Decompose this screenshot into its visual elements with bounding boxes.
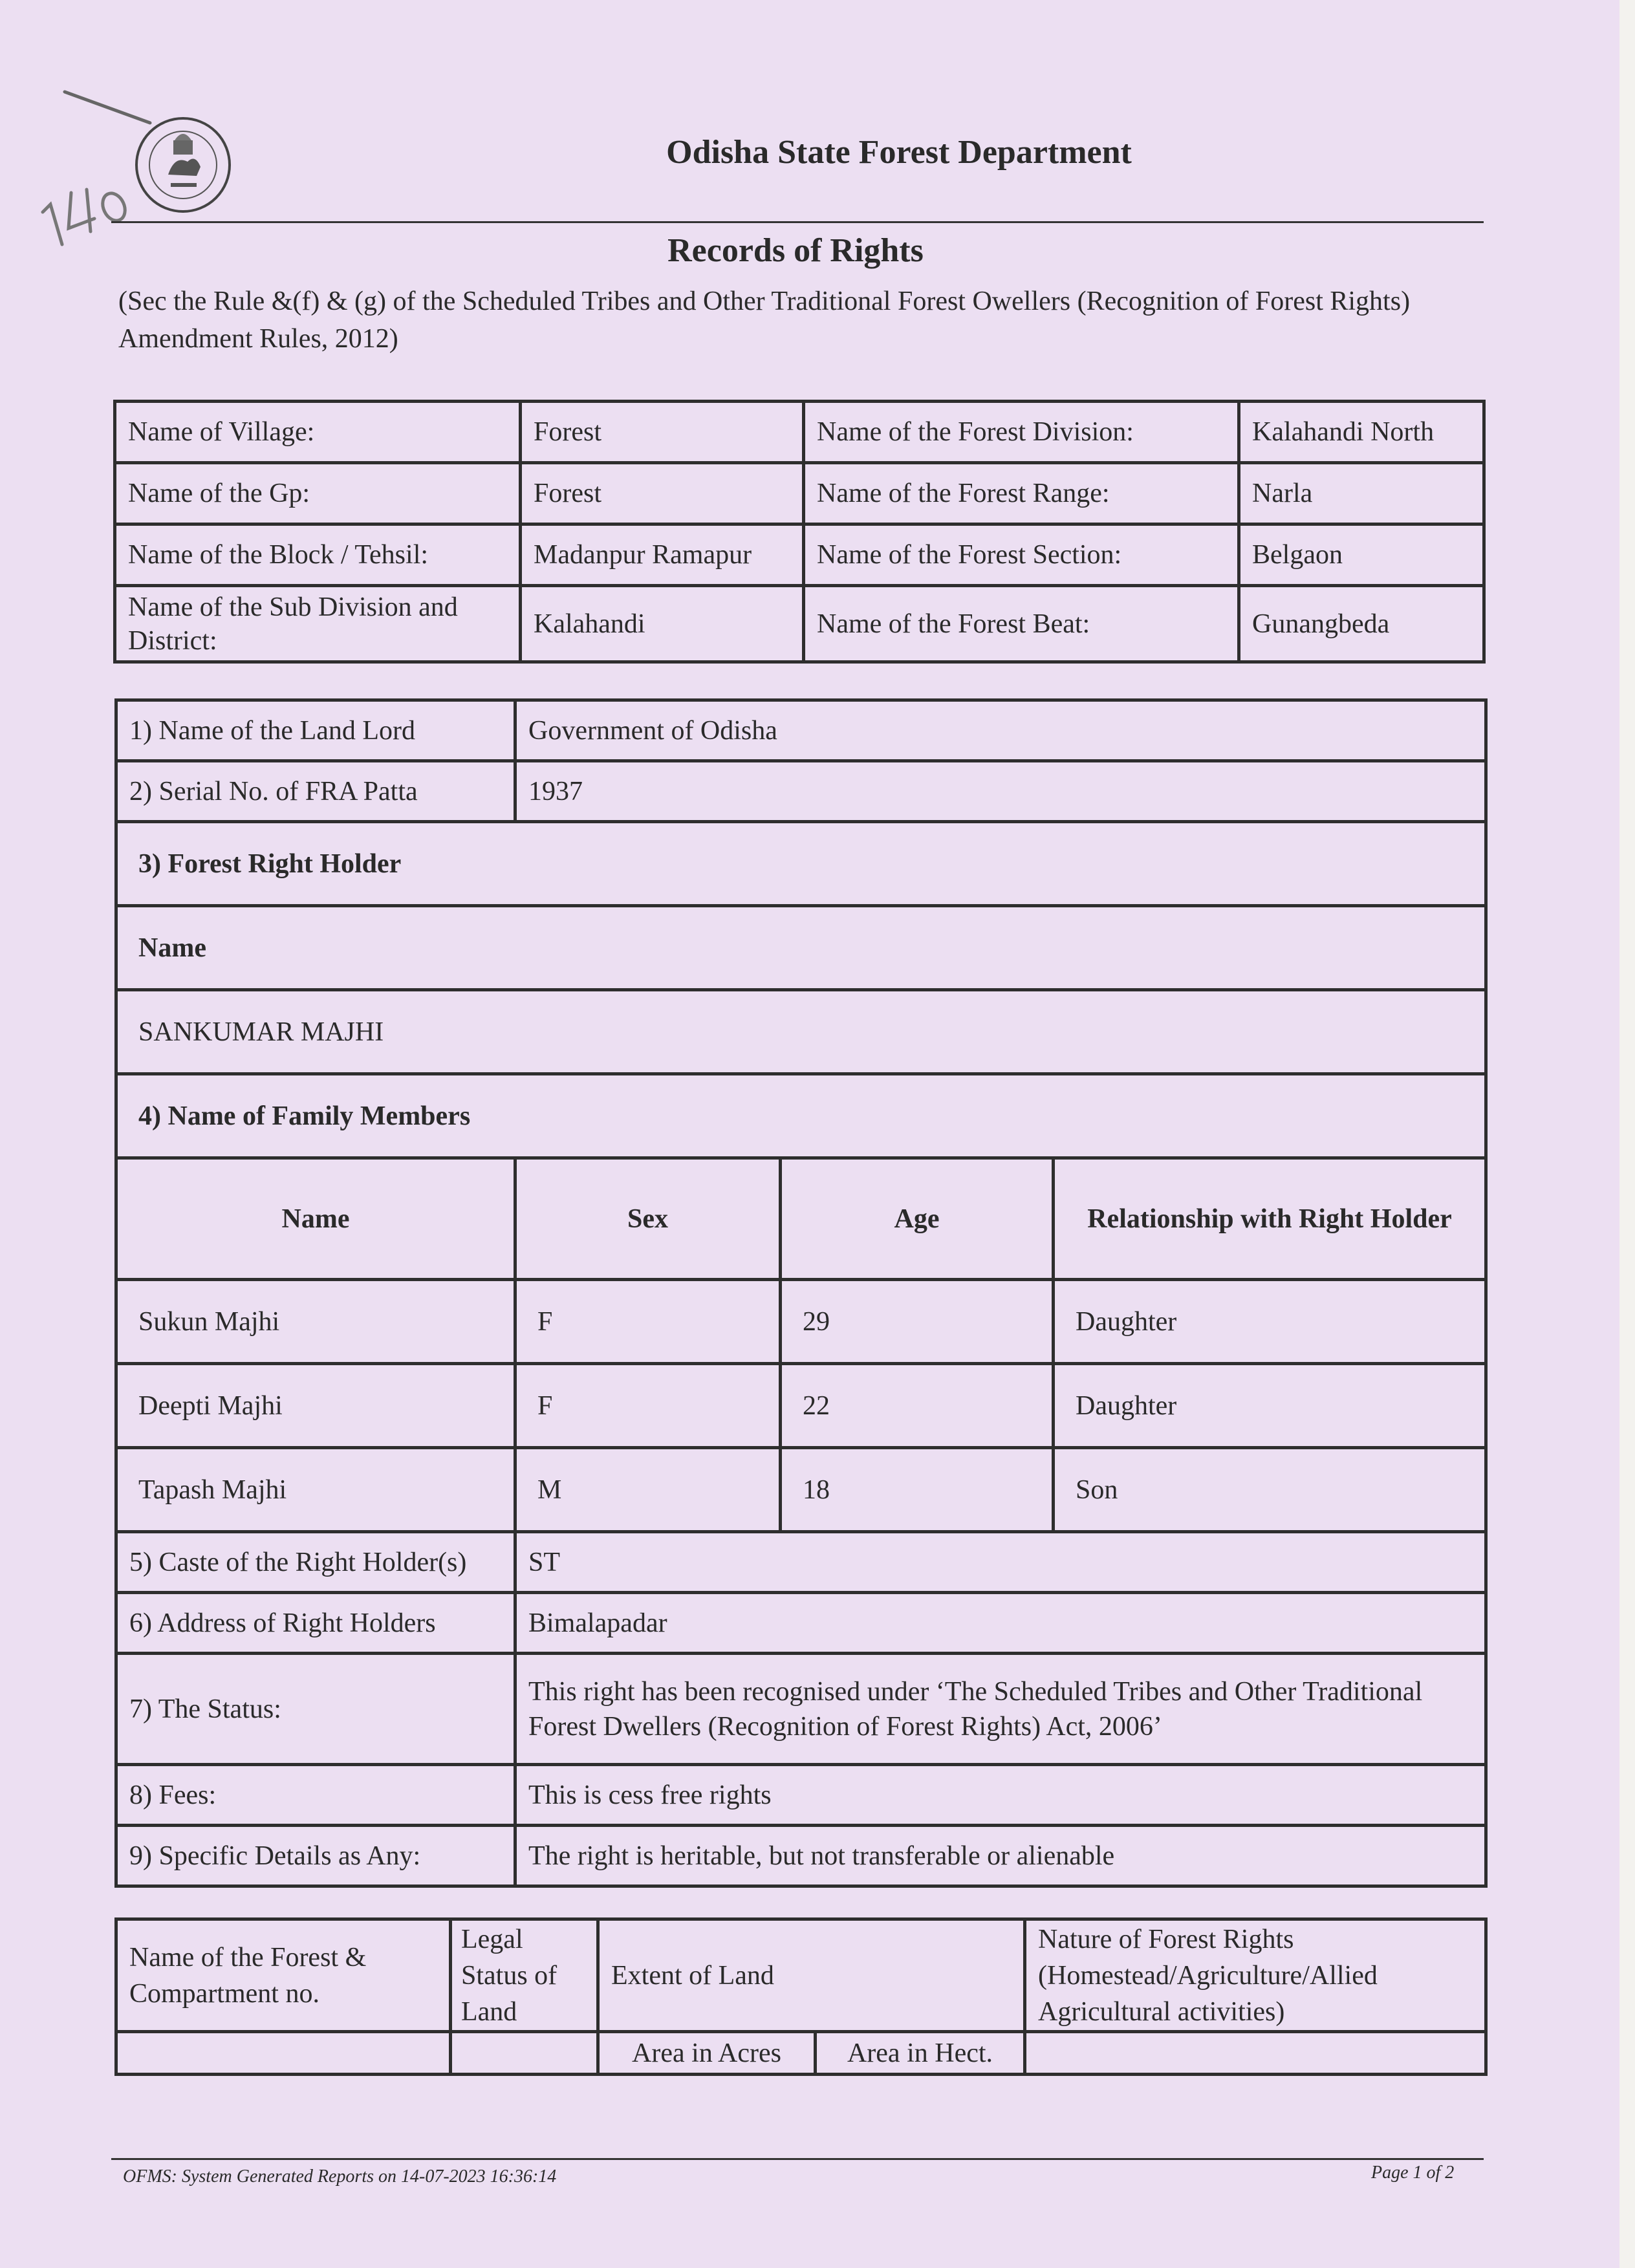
status-label: 7) The Status:	[116, 1654, 515, 1765]
village-label: Name of Village:	[115, 402, 521, 463]
address-value: Bimalapadar	[515, 1593, 1486, 1654]
member-relationship: Son	[1054, 1448, 1486, 1532]
page-title: Records of Rights	[667, 232, 924, 269]
col-extent-of-land: Extent of Land	[598, 1919, 1025, 2032]
table-row	[116, 1364, 1486, 1448]
col-area-acres: Area in Acres	[598, 2032, 816, 2075]
land-lord-value: Government of Odisha	[515, 700, 1486, 761]
details-label: 9) Specific Details as Any:	[116, 1826, 515, 1886]
patta-value: 1937	[515, 761, 1486, 822]
land-lord-label: 1) Name of the Land Lord	[116, 700, 515, 761]
table-row	[115, 402, 1484, 463]
member-name: Sukun Majhi	[116, 1280, 515, 1364]
member-relationship: Daughter	[1054, 1280, 1486, 1364]
table-row	[116, 1765, 1486, 1826]
table-row	[115, 524, 1484, 586]
caste-label: 5) Caste of the Right Holder(s)	[116, 1532, 515, 1593]
pencil-stroke	[60, 84, 157, 129]
table-row	[116, 1593, 1486, 1654]
system-generated-note: OFMS: System Generated Reports on 14-07-2023 16:36:14	[123, 2166, 557, 2187]
location-details-table	[113, 400, 1486, 664]
forest-beat-value: Gunangbeda	[1239, 586, 1484, 662]
right-holder-heading: 3) Forest Right Holder	[116, 822, 1486, 906]
paper-edge	[1619, 0, 1635, 2268]
fees-value: This is cess free rights	[515, 1765, 1486, 1826]
sub-division-label: Name of the Sub Division and District:	[115, 586, 521, 662]
empty-cell	[1025, 2032, 1486, 2075]
table-row	[116, 1448, 1486, 1532]
table-row	[116, 1654, 1486, 1765]
family-col-age: Age	[781, 1158, 1054, 1280]
rights-details-table	[114, 698, 1488, 1888]
header-divider	[111, 221, 1484, 223]
address-label: 6) Address of Right Holders	[116, 1593, 515, 1654]
member-age: 22	[781, 1364, 1054, 1448]
patta-label: 2) Serial No. of FRA Patta	[116, 761, 515, 822]
table-row	[116, 1074, 1486, 1158]
forest-division-label: Name of the Forest Division:	[804, 402, 1239, 463]
holder-name-heading: Name	[116, 906, 1486, 990]
table-row	[115, 586, 1484, 662]
footer-divider	[111, 2158, 1484, 2160]
member-relationship: Daughter	[1054, 1364, 1486, 1448]
rule-reference-subtitle: (Sec the Rule &(f) & (g) of the Scheduled Tribes and Other Traditional Forest Owellers (Recognition of Forest Rights) Amendment Rules, 2012)	[118, 286, 1411, 354]
forest-range-value: Narla	[1239, 463, 1484, 524]
table-row	[116, 1532, 1486, 1593]
handwritten-note-140	[31, 167, 128, 257]
gp-value: Forest	[521, 463, 804, 524]
family-members-heading: 4) Name of Family Members	[116, 1074, 1486, 1158]
table-row	[116, 822, 1486, 906]
status-line-2: Forest Dwellers (Recognition of Forest Rights) Act, 2006’	[528, 1711, 1162, 1742]
col-legal-status: Legal Status of Land	[451, 1919, 598, 2032]
member-sex: F	[515, 1280, 781, 1364]
member-sex: F	[515, 1364, 781, 1448]
department-title: Odisha State Forest Department	[666, 134, 1132, 171]
empty-cell	[116, 2032, 451, 2075]
block-tehsil-label: Name of the Block / Tehsil:	[115, 524, 521, 586]
empty-cell	[451, 2032, 598, 2075]
status-line-1: This right has been recognised under ‘The Scheduled Tribes and Other Traditional	[528, 1676, 1423, 1707]
holder-name-value: SANKUMAR MAJHI	[116, 990, 1486, 1074]
forest-range-label: Name of the Forest Range:	[804, 463, 1239, 524]
member-name: Tapash Majhi	[116, 1448, 515, 1532]
family-col-sex: Sex	[515, 1158, 781, 1280]
land-header-row	[116, 1919, 1486, 2032]
details-value: The right is heritable, but not transferable or alienable	[515, 1826, 1486, 1886]
col-nature-of-rights: Nature of Forest Rights (Homestead/Agriculture/Allied Agricultural activities)	[1025, 1919, 1486, 2032]
block-tehsil-value: Madanpur Ramapur	[521, 524, 804, 586]
col-forest-compartment: Name of the Forest & Compartment no.	[116, 1919, 451, 2032]
table-row	[116, 990, 1486, 1074]
forest-section-label: Name of the Forest Section:	[804, 524, 1239, 586]
member-name: Deepti Majhi	[116, 1364, 515, 1448]
family-col-name: Name	[116, 1158, 515, 1280]
land-details-table	[114, 1917, 1488, 2076]
fees-label: 8) Fees:	[116, 1765, 515, 1826]
member-age: 29	[781, 1280, 1054, 1364]
village-value: Forest	[521, 402, 804, 463]
land-subheader-row	[116, 2032, 1486, 2075]
col-area-hect: Area in Hect.	[816, 2032, 1025, 2075]
table-row	[115, 463, 1484, 524]
caste-value: ST	[515, 1532, 1486, 1593]
member-age: 18	[781, 1448, 1054, 1532]
family-header-row	[116, 1158, 1486, 1280]
status-value	[515, 1654, 1486, 1765]
gp-label: Name of the Gp:	[115, 463, 521, 524]
table-row	[116, 1826, 1486, 1886]
forest-section-value: Belgaon	[1239, 524, 1484, 586]
table-row	[116, 1280, 1486, 1364]
table-row	[116, 906, 1486, 990]
family-col-relationship: Relationship with Right Holder	[1054, 1158, 1486, 1280]
forest-division-value: Kalahandi North	[1239, 402, 1484, 463]
table-row	[116, 700, 1486, 761]
member-sex: M	[515, 1448, 781, 1532]
page-number: Page 1 of 2	[1371, 2163, 1455, 2183]
forest-beat-label: Name of the Forest Beat:	[804, 586, 1239, 662]
sub-division-value: Kalahandi	[521, 586, 804, 662]
table-row	[116, 761, 1486, 822]
